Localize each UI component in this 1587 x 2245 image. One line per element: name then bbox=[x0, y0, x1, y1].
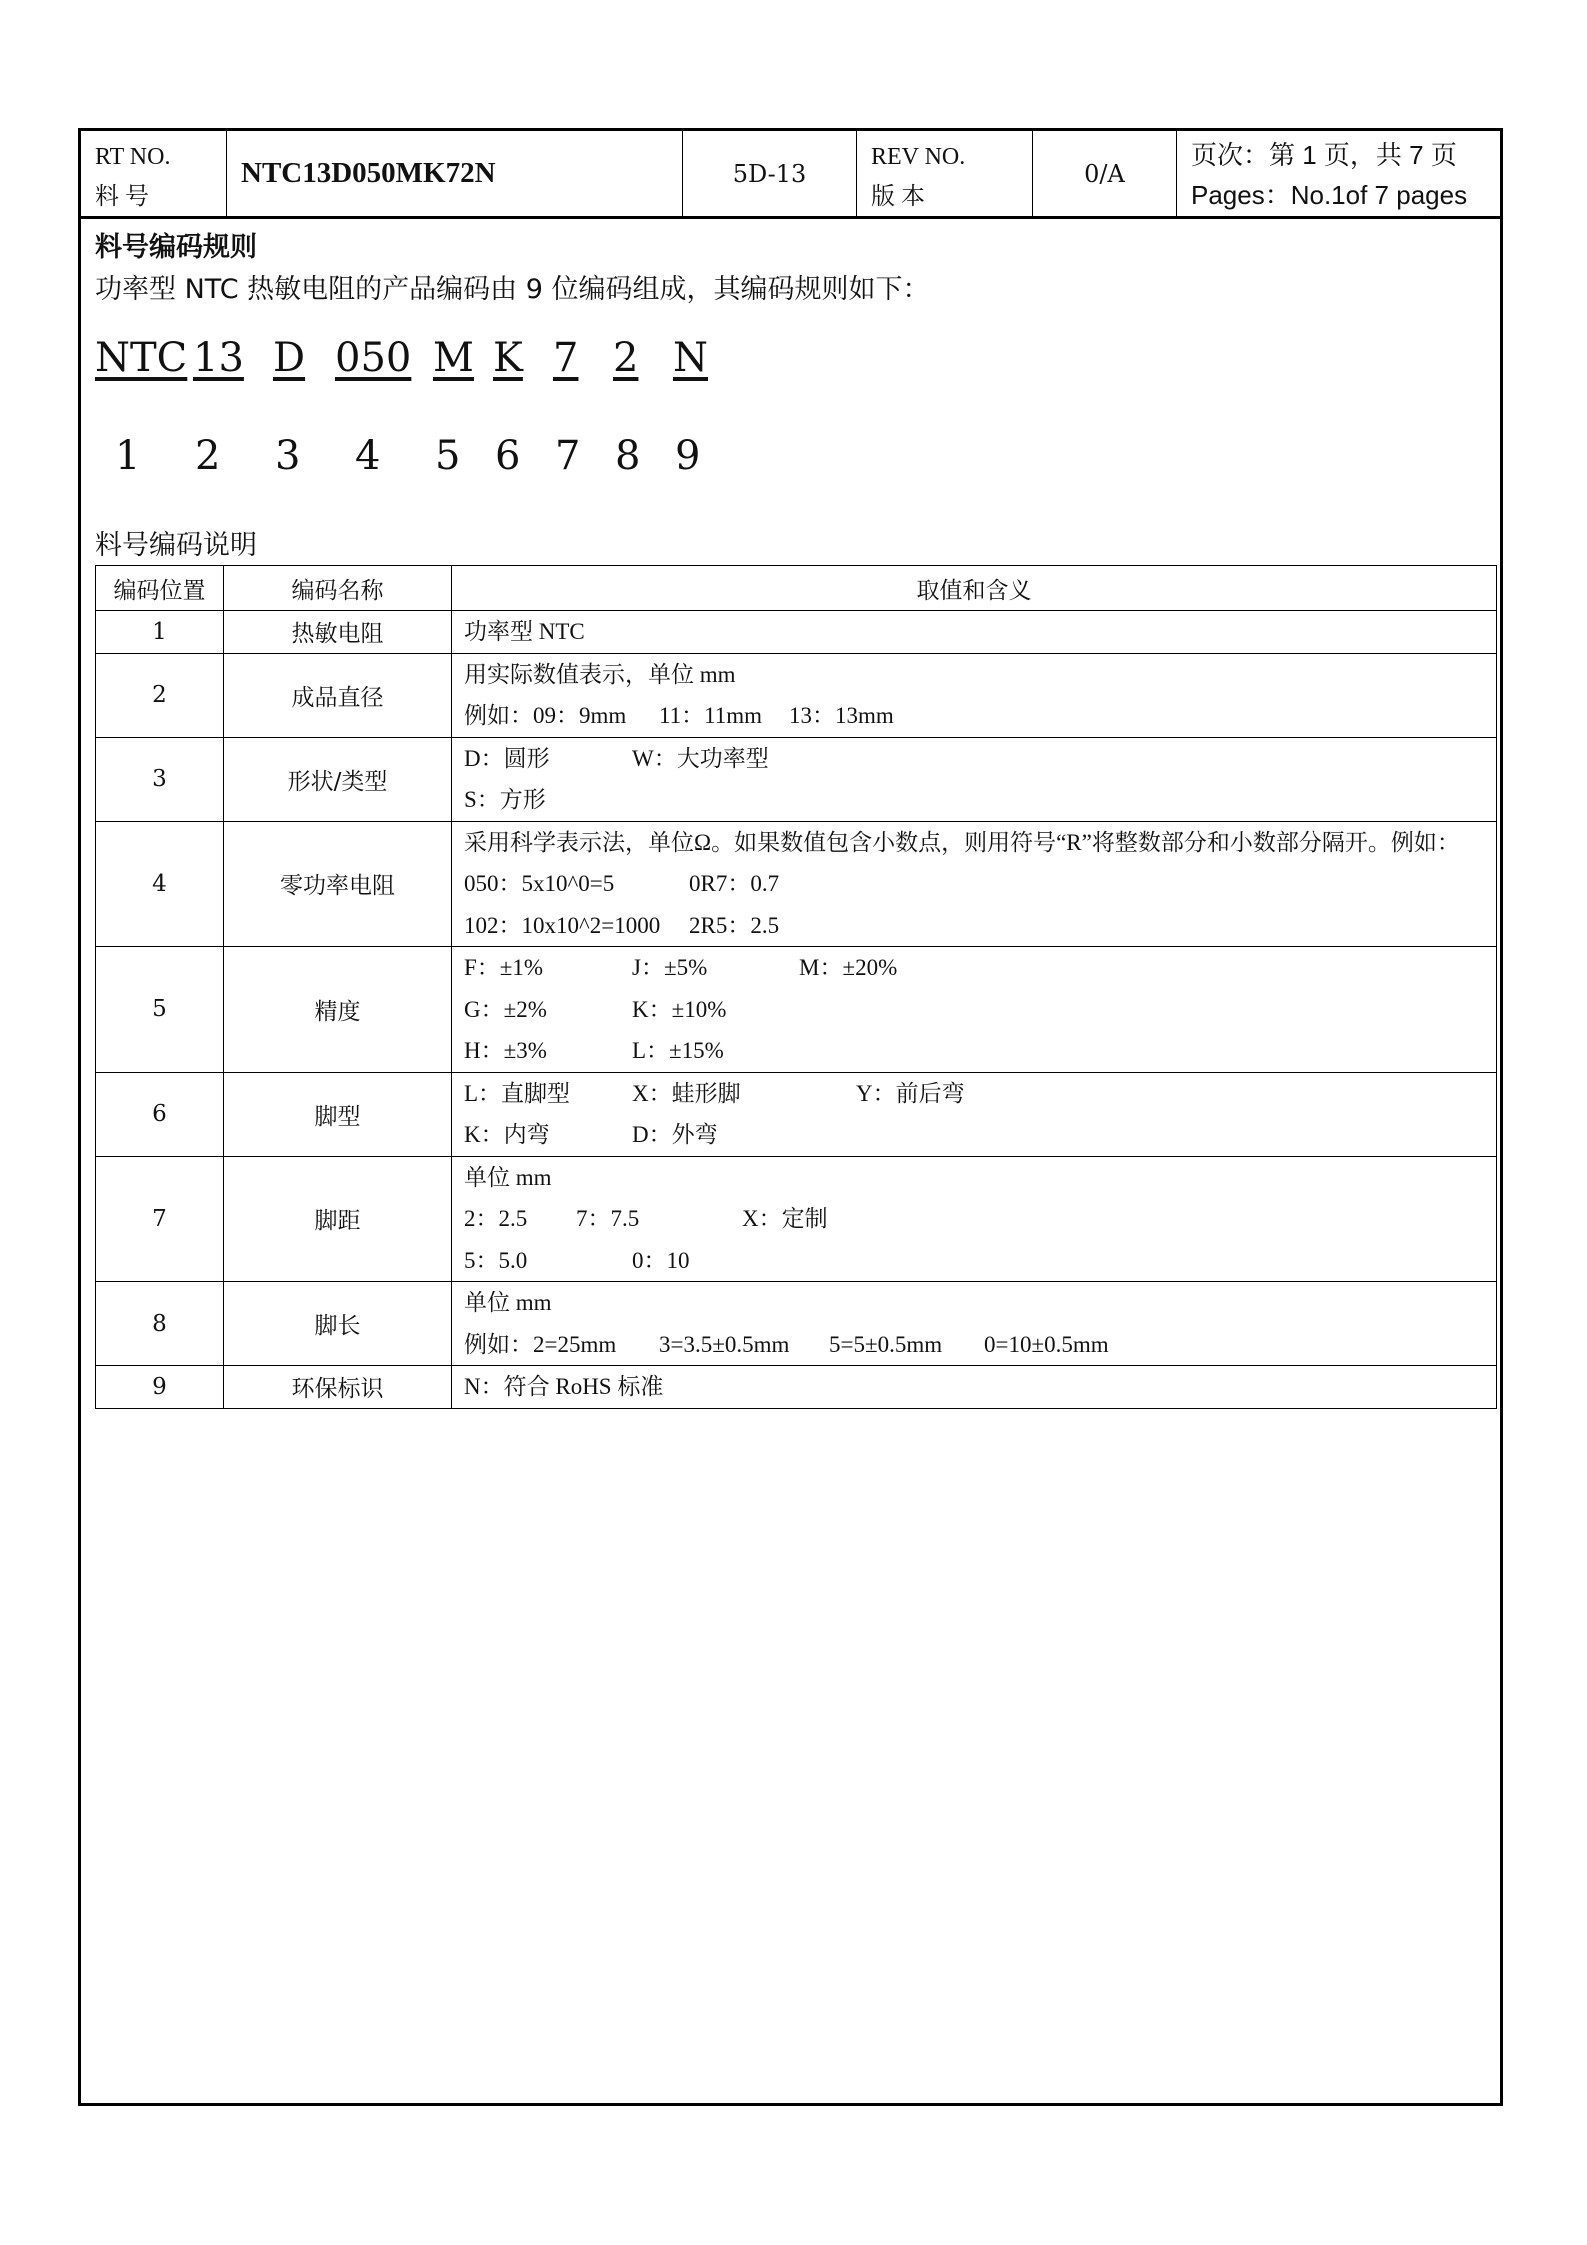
code-name-cell: 精度 bbox=[224, 947, 452, 1073]
value-item: 单位 mm bbox=[464, 1164, 552, 1190]
description-title: 料号编码说明 bbox=[95, 530, 257, 561]
value-item: M：±20% bbox=[799, 955, 898, 980]
code-position-cell: 1 bbox=[96, 611, 224, 654]
table-row bbox=[96, 947, 1497, 1073]
value-item: L：直脚型 bbox=[464, 1080, 571, 1106]
intro-text: 功率型 NTC 热敏电阻的产品编码由 9 位编码组成，其编码规则如下： bbox=[95, 274, 930, 305]
code-value-cell bbox=[452, 821, 1497, 947]
value-line bbox=[464, 1157, 1496, 1199]
value-item: 0=10±0.5mm bbox=[984, 1331, 1109, 1357]
coding-table bbox=[95, 565, 1497, 1409]
code-position: 2 bbox=[195, 433, 221, 479]
code-segment: K bbox=[493, 335, 523, 381]
value-item: 0R7：0.7 bbox=[689, 871, 780, 896]
value-line bbox=[464, 1073, 1496, 1115]
value-line bbox=[464, 654, 1496, 696]
rt-no-label: RT NO. bbox=[95, 144, 171, 170]
value-item: D：外弯 bbox=[632, 1122, 718, 1147]
value-item: K：内弯 bbox=[464, 1122, 550, 1147]
table-row bbox=[96, 821, 1497, 947]
value-item: 5：5.0 bbox=[464, 1247, 528, 1273]
page-info-en: Pages：No.1of 7 pages bbox=[1191, 180, 1468, 210]
value-item: J：±5% bbox=[632, 955, 708, 980]
value-item: 例如：09：9mm bbox=[464, 703, 627, 728]
code-value-cell bbox=[452, 653, 1497, 737]
code-position: 7 bbox=[555, 433, 581, 479]
value-line bbox=[464, 989, 1496, 1031]
code-value-cell bbox=[452, 947, 1497, 1073]
code-name-cell: 形状/类型 bbox=[224, 737, 452, 821]
value-item: 3=3.5±0.5mm bbox=[659, 1331, 790, 1357]
version-label: 版 本 bbox=[871, 184, 925, 210]
code-position-cell: 6 bbox=[96, 1072, 224, 1156]
code-segment: 050 bbox=[335, 335, 412, 381]
code-position: 9 bbox=[675, 433, 701, 479]
value-line bbox=[464, 779, 1496, 821]
value-line bbox=[464, 1030, 1496, 1072]
code-name-cell: 脚长 bbox=[224, 1282, 452, 1366]
section-title: 料号编码规则 bbox=[95, 232, 257, 263]
value-item: 102：10x10^2=1000 bbox=[464, 912, 661, 938]
table-row bbox=[96, 1072, 1497, 1156]
code-name-cell: 零功率电阻 bbox=[224, 821, 452, 947]
code-position: 4 bbox=[355, 433, 381, 479]
code-position-cell: 4 bbox=[96, 821, 224, 947]
value-line bbox=[464, 822, 1496, 864]
table-body bbox=[96, 611, 1497, 1409]
part-number: NTC13D050MK72N bbox=[227, 131, 683, 216]
value-item: 例如：2=25mm bbox=[464, 1331, 617, 1357]
code-name-cell: 热敏电阻 bbox=[224, 611, 452, 654]
column-header-name: 编码名称 bbox=[224, 566, 452, 611]
table-row bbox=[96, 737, 1497, 821]
value-item: W：大功率型 bbox=[632, 745, 769, 771]
code-position: 3 bbox=[275, 433, 301, 479]
code-segment: 2 bbox=[613, 335, 639, 381]
value-item: F：±1% bbox=[464, 955, 544, 980]
value-item: D：圆形 bbox=[464, 745, 550, 771]
value-item: N：符合 RoHS 标准 bbox=[464, 1374, 664, 1399]
rev-no-label: REV NO. bbox=[871, 144, 966, 170]
code-value-cell bbox=[452, 1282, 1497, 1366]
code-name-cell: 脚型 bbox=[224, 1072, 452, 1156]
value-item: 11：11mm bbox=[659, 703, 763, 728]
value-item: 5=5±0.5mm bbox=[829, 1331, 943, 1357]
code-name-cell: 环保标识 bbox=[224, 1366, 452, 1409]
value-item: S：方形 bbox=[464, 787, 546, 812]
code-segment: NTC bbox=[95, 335, 188, 381]
code-value-cell bbox=[452, 737, 1497, 821]
value-line bbox=[464, 863, 1496, 905]
value-item: 单位 mm bbox=[464, 1290, 552, 1315]
value-line bbox=[464, 738, 1496, 780]
part-no-label-cell bbox=[81, 131, 227, 216]
table-row bbox=[96, 611, 1497, 654]
code-value-cell bbox=[452, 1366, 1497, 1409]
code-value-cell bbox=[452, 611, 1497, 654]
value-item: 采用科学表示法，单位Ω。如果数值包含小数点，则用符号“R”将整数部分和小数部分隔开。例如： bbox=[464, 829, 1460, 855]
table-header-row bbox=[96, 566, 1497, 611]
code-position: 6 bbox=[495, 433, 521, 479]
code-positions-row bbox=[81, 433, 981, 493]
value-item: 050：5x10^0=5 bbox=[464, 871, 615, 896]
code-value-cell bbox=[452, 1072, 1497, 1156]
value-item: 13：13mm bbox=[789, 703, 894, 728]
value-line bbox=[464, 1366, 1496, 1408]
value-item: 2：2.5 bbox=[464, 1206, 528, 1231]
table-row bbox=[96, 1282, 1497, 1366]
page-info-cell bbox=[1177, 131, 1500, 216]
value-item: Y：前后弯 bbox=[856, 1080, 965, 1106]
page-frame bbox=[78, 128, 1503, 2106]
value-line bbox=[464, 947, 1496, 989]
column-header-value: 取值和含义 bbox=[452, 566, 1497, 611]
value-item: 0：10 bbox=[632, 1247, 690, 1273]
code-name-cell: 脚距 bbox=[224, 1156, 452, 1282]
column-header-position: 编码位置 bbox=[96, 566, 224, 611]
value-item: X：蛙形脚 bbox=[632, 1080, 741, 1106]
value-item: X：定制 bbox=[742, 1206, 828, 1231]
value-item: 7：7.5 bbox=[576, 1206, 640, 1231]
value-item: K：±10% bbox=[632, 996, 727, 1022]
code-position-cell: 7 bbox=[96, 1156, 224, 1282]
value-item: H：±3% bbox=[464, 1038, 547, 1063]
revision-value: 0/A bbox=[1033, 131, 1177, 216]
value-item: 2R5：2.5 bbox=[689, 912, 780, 938]
table-row bbox=[96, 1366, 1497, 1409]
code-segment: 13 bbox=[193, 335, 244, 381]
table-row bbox=[96, 1156, 1497, 1282]
code-segment: 7 bbox=[553, 335, 579, 381]
document-header bbox=[81, 131, 1500, 219]
code-position: 8 bbox=[615, 433, 641, 479]
value-line bbox=[464, 611, 1496, 653]
value-line bbox=[464, 1114, 1496, 1156]
page-info-cn: 页次：第 1 页，共 7 页 bbox=[1191, 140, 1457, 170]
code-position: 1 bbox=[115, 433, 141, 479]
value-item: G：±2% bbox=[464, 996, 547, 1022]
code-position-cell: 2 bbox=[96, 653, 224, 737]
part-no-label: 料 号 bbox=[95, 184, 149, 210]
value-line bbox=[464, 1198, 1496, 1240]
code-segment: N bbox=[673, 335, 708, 381]
code-segment: D bbox=[273, 335, 306, 381]
table-row bbox=[96, 653, 1497, 737]
value-line bbox=[464, 1282, 1496, 1324]
value-line bbox=[464, 1324, 1496, 1366]
code-position: 5 bbox=[435, 433, 461, 479]
code-name-cell: 成品直径 bbox=[224, 653, 452, 737]
code-segments-row bbox=[81, 335, 981, 395]
code-position-cell: 8 bbox=[96, 1282, 224, 1366]
code-value-cell bbox=[452, 1156, 1497, 1282]
value-line bbox=[464, 1240, 1496, 1282]
code-position-cell: 5 bbox=[96, 947, 224, 1073]
code-position-cell: 9 bbox=[96, 1366, 224, 1409]
value-item: 功率型 NTC bbox=[464, 619, 585, 644]
value-line bbox=[464, 695, 1496, 737]
spec-code: 5D-13 bbox=[683, 131, 857, 216]
rev-label-cell bbox=[857, 131, 1033, 216]
value-item: L：±15% bbox=[632, 1038, 724, 1063]
value-line bbox=[464, 905, 1496, 947]
value-item: 用实际数值表示，单位 mm bbox=[464, 661, 736, 687]
code-segment: M bbox=[433, 335, 474, 381]
code-position-cell: 3 bbox=[96, 737, 224, 821]
